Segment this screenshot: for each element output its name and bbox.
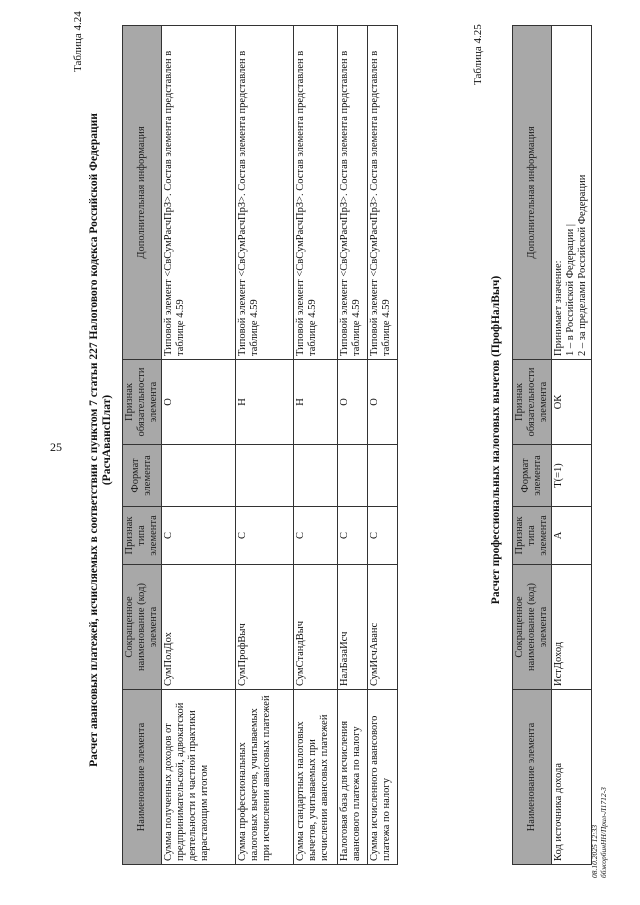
- cell-format: [338, 445, 368, 507]
- stamp-line1: 08.10.2025 12:33: [590, 824, 599, 878]
- cell-name: Сумма исчисленного авансового платежа по налогу: [368, 690, 398, 865]
- header-cell: Сокращенное наименование (код) элемента: [513, 565, 552, 690]
- page-number: 25: [50, 440, 62, 454]
- header-cell: Формат элемента: [123, 445, 162, 507]
- cell-info: Типовой элемент <СвСумРасчПрЗ>. Состав элемента представлен в таблице 4.59: [294, 26, 338, 360]
- header-cell: Признак типа элемента: [513, 507, 552, 565]
- cell-info: [552, 26, 592, 360]
- cell-type: С: [162, 507, 236, 565]
- header-cell: Признак обязательности элемента: [123, 360, 162, 445]
- table2-title: Расчет профессиональных налоговых вычетов (ПрофНалВыч): [490, 275, 502, 605]
- cell-info: Типовой элемент <СвСумРасчПрЗ>. Состав элемента представлен в таблице 4.59: [368, 26, 398, 360]
- header-cell: Наименование элемента: [123, 690, 162, 865]
- header-cell: Сокращенное наименование (код) элемента: [123, 565, 162, 690]
- table-row: [236, 26, 294, 865]
- cell-req: Н: [294, 360, 338, 445]
- header-cell: Признак обязательности элемента: [513, 360, 552, 445]
- header-cell: Дополнительная информация: [123, 26, 162, 360]
- header-cell: Наименование элемента: [513, 690, 552, 865]
- table2-caption: Таблица 4.25: [472, 24, 484, 85]
- header-cell: Формат элемента: [513, 445, 552, 507]
- table2: [512, 25, 592, 865]
- table1-title-line2: (РасчАвансПлат): [101, 394, 113, 486]
- table1-caption: Таблица 4.24: [72, 11, 84, 72]
- cell-info: Типовой элемент <СвСумРасчПрЗ>. Состав элемента представлен в таблице 4.59: [338, 26, 368, 360]
- header-cell: Признак типа элемента: [123, 507, 162, 565]
- cell-req: О: [368, 360, 398, 445]
- table-row: [162, 26, 236, 865]
- cell-name: Налоговая база для исчисления авансового платежа по налогу: [338, 690, 368, 865]
- stamp-line2: ббжорбинНН/Прил-Л1712-3: [599, 787, 608, 878]
- table-row: [294, 26, 338, 865]
- info-line: Принимает значение:: [553, 260, 564, 356]
- cell-type: С: [338, 507, 368, 565]
- cell-format: T(=1): [552, 445, 592, 507]
- print-stamp: [590, 787, 608, 878]
- cell-type: С: [236, 507, 294, 565]
- rotated-page: [60, 10, 620, 880]
- table2-header-row: [513, 26, 552, 865]
- cell-code: СумПолДох: [162, 565, 236, 690]
- cell-req: ОК: [552, 360, 592, 445]
- cell-req: Н: [236, 360, 294, 445]
- cell-info: Типовой элемент <СвСумРасчПрЗ>. Состав элемента представлен в таблице 4.59: [162, 26, 236, 360]
- cell-type: С: [368, 507, 398, 565]
- cell-name: Сумма стандартных налоговых вычетов, учитываемых при исчислении авансовых платежей: [294, 690, 338, 865]
- cell-format: [236, 445, 294, 507]
- table1-title-line1: Расчет авансовых платежей, исчисляемых в соответствии с пунктом 7 статьи 227 Налогового кодекса Российской Федерации: [88, 113, 100, 767]
- cell-format: [368, 445, 398, 507]
- cell-code: ИстДоход: [552, 565, 592, 690]
- table1: [122, 25, 398, 865]
- cell-info: Типовой элемент <СвСумРасчПрЗ>. Состав элемента представлен в таблице 4.59: [236, 26, 294, 360]
- cell-format: [162, 445, 236, 507]
- cell-req: О: [338, 360, 368, 445]
- table1-title: [88, 20, 114, 860]
- cell-code: СумПрофВыч: [236, 565, 294, 690]
- cell-type: С: [294, 507, 338, 565]
- info-line: 2 – за пределами Российской Федерации: [577, 174, 588, 356]
- header-cell: Дополнительная информация: [513, 26, 552, 360]
- cell-format: [294, 445, 338, 507]
- cell-name: Сумма полученных доходов от предпринимательской, адвокатской деятельности и частной практики нарастающим итогом: [162, 690, 236, 865]
- table1-header-row: [123, 26, 162, 865]
- cell-type: А: [552, 507, 592, 565]
- table-row: [338, 26, 368, 865]
- table-row: [368, 26, 398, 865]
- info-line: 1 – в Российской Федерации |: [565, 223, 576, 356]
- cell-name: Код источника дохода: [552, 690, 592, 865]
- cell-code: СумСтандВыч: [294, 565, 338, 690]
- cell-name: Сумма профессиональных налоговых вычетов, учитываемых при исчислении авансовых платежей: [236, 690, 294, 865]
- table-row: [552, 26, 592, 865]
- cell-code: СумИсчАванс: [368, 565, 398, 690]
- cell-req: О: [162, 360, 236, 445]
- cell-code: НалБазаИсч: [338, 565, 368, 690]
